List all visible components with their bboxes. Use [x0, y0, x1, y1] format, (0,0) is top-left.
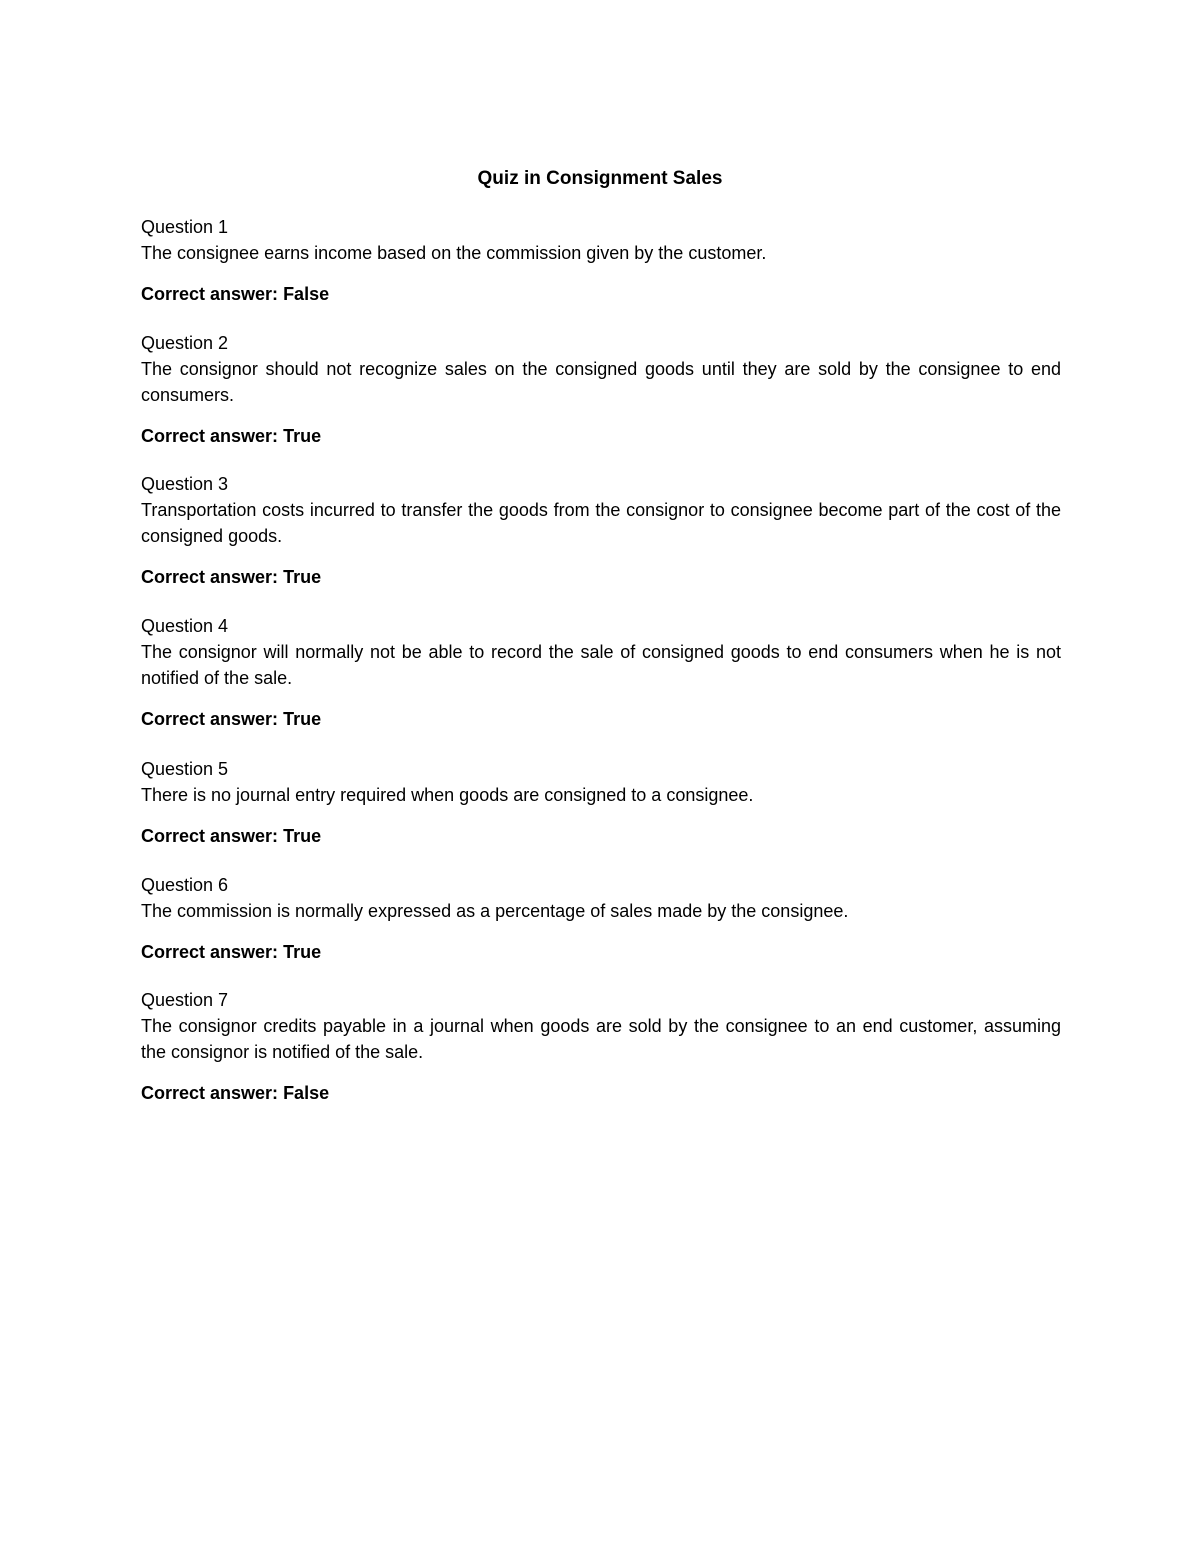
question-text: There is no journal entry required when goods are consigned to a consignee.	[141, 785, 754, 805]
question-label: Question 2	[141, 333, 229, 353]
question-item	[141, 214, 1061, 307]
correct-answer	[141, 564, 1061, 590]
question-text: The commission is normally expressed as a percentage of sales made by the consignee.	[141, 901, 849, 921]
answer-value: True	[283, 942, 322, 962]
answer-prefix: Correct answer:	[141, 826, 284, 846]
answer-value: False	[283, 1083, 330, 1103]
correct-answer	[141, 1080, 1061, 1106]
page-title: Quiz in Consignment Sales	[477, 168, 723, 189]
correct-answer	[141, 823, 1061, 849]
correct-answer	[141, 706, 1061, 732]
question-label: Question 1	[141, 217, 229, 237]
answer-value: True	[283, 426, 322, 446]
question-text: The consignee earns income based on the commission given by the customer.	[141, 243, 767, 263]
question-text: The consignor credits payable in a journal when goods are sold by the consignee to an end customer, assuming the consignor is notified of the sale.	[141, 1016, 1061, 1062]
answer-prefix: Correct answer:	[141, 709, 284, 729]
question-item	[141, 613, 1061, 732]
correct-answer	[141, 281, 1061, 307]
answer-value: True	[283, 826, 322, 846]
answer-value: False	[283, 284, 330, 304]
question-text: The consignor will normally not be able to record the sale of consigned goods to end consumers when he is not notified of the sale.	[141, 642, 1061, 688]
answer-prefix: Correct answer:	[141, 567, 284, 587]
answer-prefix: Correct answer:	[141, 1083, 284, 1103]
question-item	[141, 872, 1061, 965]
question-label: Question 7	[141, 990, 229, 1010]
question-text: The consignor should not recognize sales on the consigned goods until they are sold by the consignee to end consumers.	[141, 359, 1061, 405]
answer-value: True	[283, 567, 322, 587]
question-label: Question 3	[141, 474, 229, 494]
question-label: Question 4	[141, 616, 229, 636]
correct-answer	[141, 423, 1061, 449]
answer-prefix: Correct answer:	[141, 284, 284, 304]
question-item	[141, 987, 1061, 1106]
answer-prefix: Correct answer:	[141, 942, 284, 962]
question-text: Transportation costs incurred to transfer the goods from the consignor to consignee become part of the cost of the consigned goods.	[141, 500, 1061, 546]
question-item	[141, 471, 1061, 590]
question-item	[141, 756, 1061, 849]
answer-value: True	[283, 709, 322, 729]
correct-answer	[141, 939, 1061, 965]
answer-prefix: Correct answer:	[141, 426, 284, 446]
question-label: Question 5	[141, 759, 229, 779]
question-item	[141, 330, 1061, 449]
question-label: Question 6	[141, 875, 229, 895]
